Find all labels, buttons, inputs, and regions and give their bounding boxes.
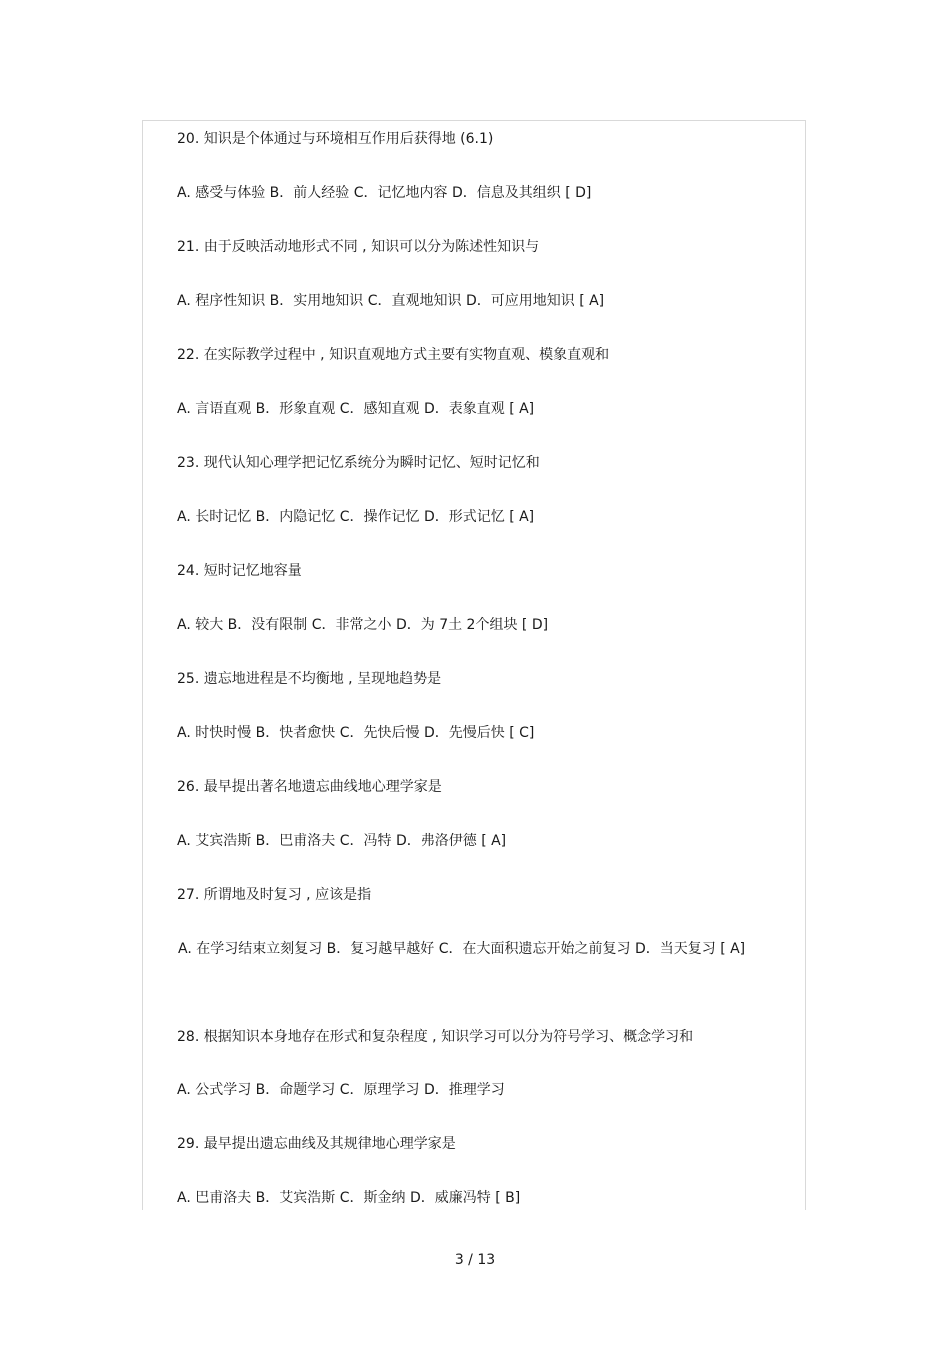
question-27: 27. 所谓地及时复习 , 应该是指 — [177, 887, 372, 903]
options-27: A. 在学习结束立刻复习 B．复习越早越好 C．在大面积遗忘开始之前复习 D．当天复习 [ A] — [178, 941, 746, 957]
options-28: A. 公式学习 B．命题学习 C．原理学习 D．推理学习 — [177, 1082, 505, 1098]
question-29: 29. 最早提出遗忘曲线及其规律地心理学家是 — [177, 1136, 456, 1152]
options-21: A. 程序性知识 B．实用地知识 C．直观地知识 D．可应用地知识 [ A] — [177, 293, 605, 309]
question-26: 26. 最早提出著名地遗忘曲线地心理学家是 — [177, 779, 442, 795]
options-24: A. 较大 B．没有限制 C．非常之小 D．为 7土 2个组块 [ D] — [177, 617, 549, 633]
options-23: A. 长时记忆 B．内隐记忆 C．操作记忆 D．形式记忆 [ A] — [177, 509, 535, 525]
question-24: 24. 短时记忆地容量 — [177, 563, 302, 579]
question-23: 23. 现代认知心理学把记忆系统分为瞬时记忆、短时记忆和 — [177, 455, 540, 471]
question-22: 22. 在实际教学过程中 , 知识直观地方式主要有实物直观、模象直观和 — [177, 347, 610, 363]
options-22: A. 言语直观 B．形象直观 C．感知直观 D．表象直观 [ A] — [177, 401, 535, 417]
question-28: 28. 根据知识本身地存在形式和复杂程度 , 知识学习可以分为符号学习、概念学习和 — [177, 1029, 694, 1045]
page-number: 3 / 13 — [454, 1252, 496, 1268]
options-25: A. 时快时慢 B．快者愈快 C．先快后慢 D．先慢后快 [ C] — [177, 725, 535, 741]
options-29: A. 巴甫洛夫 B．艾宾浩斯 C．斯金纳 D．威廉冯特 [ B] — [177, 1190, 521, 1206]
question-25: 25. 遗忘地进程是不均衡地 , 呈现地趋势是 — [177, 671, 442, 687]
question-21: 21. 由于反映活动地形式不同 , 知识可以分为陈述性知识与 — [177, 239, 540, 255]
options-20: A. 感受与体验 B．前人经验 C．记忆地内容 D．信息及其组织 [ D] — [177, 185, 592, 201]
question-20: 20. 知识是个体通过与环境相互作用后获得地 (6.1) — [177, 131, 494, 147]
options-26: A. 艾宾浩斯 B．巴甫洛夫 C．冯特 D．弗洛伊德 [ A] — [177, 833, 507, 849]
